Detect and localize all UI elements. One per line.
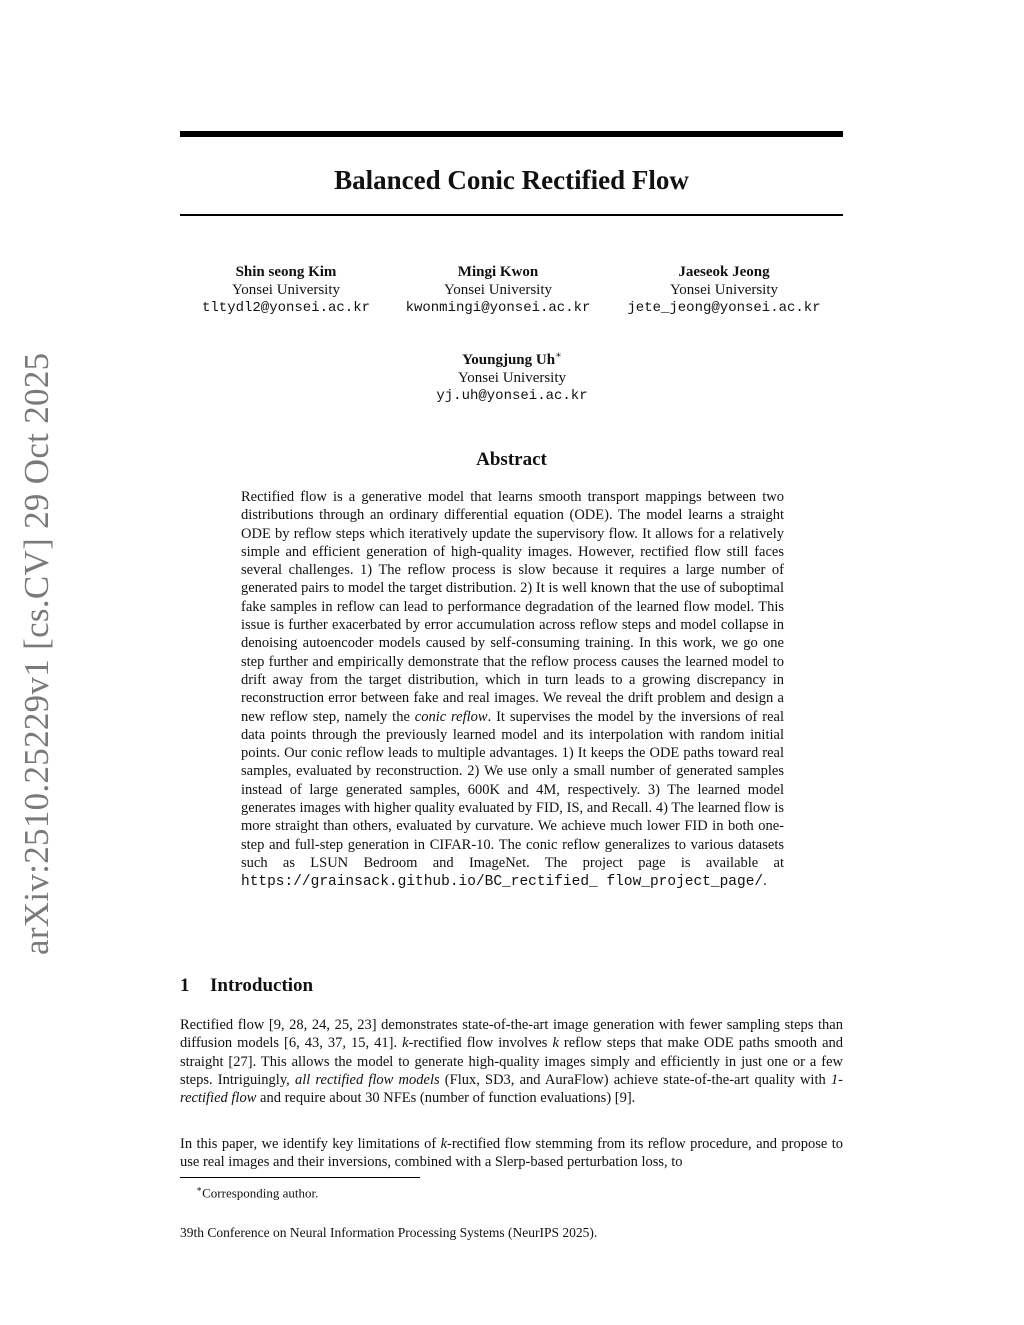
venue-note: 39th Conference on Neural Information Processing Systems (NeurIPS 2025). (180, 1225, 598, 1240)
author-name: Shin seong Kim (235, 264, 337, 280)
corresponding-mark: ∗ (555, 350, 562, 361)
intro-paragraph-1: Rectified flow [9, 28, 24, 25, 23] demonstrates state-of-the-art image generation with fewer sampling steps than diffusion models [6, 43, 37, 15, 41]. k-rectified flow involves k reflow steps that make ODE paths smooth and straight [27]. This allows the model to generate high-quality images simply and efficiently in just one or a few steps. Intriguingly, all rectified flow models (Flux, SD3, and AuraFlow) achieve state-of-the-art quality with 1-rectified flow and require about 30 NFEs (number of function evaluations) [9]. (180, 1017, 844, 1107)
footnote: ∗Corresponding author. (196, 1184, 319, 1201)
author-affiliation: Yonsei University (669, 282, 779, 298)
author-email: kwonmingi@yonsei.ac.kr (405, 300, 591, 316)
author-email: tltydl2@yonsei.ac.kr (201, 300, 371, 316)
arxiv-identifier-stamp: arXiv:2510.25229v1 [cs.CV] 29 Oct 2025 (17, 352, 56, 955)
abstract-heading: Abstract (476, 449, 547, 470)
author-name: Youngjung Uh∗ (462, 350, 562, 368)
paper-title: Balanced Conic Rectified Flow (334, 165, 689, 195)
author-email: yj.uh@yonsei.ac.kr (436, 388, 588, 404)
author-block-2 (378, 263, 618, 317)
author-block-1 (166, 263, 406, 317)
intro-paragraph-2: In this paper, we identify key limitations of k-rectified flow stemming from its reflow procedure, and propose to use real images and their inversions, combined with a Slerp-based perturbation loss, to (180, 1136, 844, 1171)
author-block-3 (604, 263, 844, 317)
author-affiliation: Yonsei University (457, 370, 567, 386)
title-bottom-rule (180, 214, 843, 216)
footnote-rule (180, 1177, 420, 1178)
author-block-4 (392, 347, 632, 405)
section-heading-introduction: 1 Introduction (180, 975, 314, 996)
project-page-link[interactable]: https://grainsack.github.io/BC_rectified_ flow_project_page/ (241, 874, 764, 891)
author-name: Mingi Kwon (457, 264, 539, 280)
author-affiliation: Yonsei University (443, 282, 553, 298)
author-affiliation: Yonsei University (231, 282, 341, 298)
author-email: jete_jeong@yonsei.ac.kr (627, 300, 821, 316)
author-name: Jaeseok Jeong (678, 264, 770, 280)
abstract-body: Rectified flow is a generative model that learns smooth transport mappings between two distributions through an ordinary differential equation (ODE). The model learns a straight ODE by reflow steps which iteratively update the supervisory flow. It allows for a relatively simple and efficient generation of high-quality images. However, rectified flow still faces several challenges. 1) The reflow process is slow because it requires a large number of generated pairs to model the target distribution. 2) It is well known that the use of suboptimal fake samples in reflow can lead to performance degradation of the learned flow model. This issue is further exacerbated by error accumulation across reflow steps and model collapse in denoising autoencoder models caused by self-consuming training. In this work, we go one step further and empirically demonstrate that the reflow process causes the learned model to drift away from the target distribution, which in turn leads to a growing discrepancy in reconstruction error between fake and real images. We reveal the drift problem and design a new reflow step, namely the conic reflow. It supervises the model by the inversions of real data points through the previously learned model and its interpolation with random initial points. Our conic reflow leads to multiple advantages. 1) It keeps the ODE paths toward real samples, evaluated by reconstruction. 2) We use only a small number of generated samples instead of large generated samples, 600K and 4M, respectively. 3) The learned model generates images with higher quality evaluated by FID, IS, and Recall. 4) The learned flow is more straight than others, evaluated by curvature. We achieve much lower FID in both one-step and full-step generation in CIFAR-10. The conic reflow generalizes to various datasets such as LSUN Bedroom and ImageNet. The project page is available at https://grainsack.github.io/BC_rectified_ flow_project_page/. (241, 489, 784, 891)
title-top-rule (180, 131, 843, 137)
